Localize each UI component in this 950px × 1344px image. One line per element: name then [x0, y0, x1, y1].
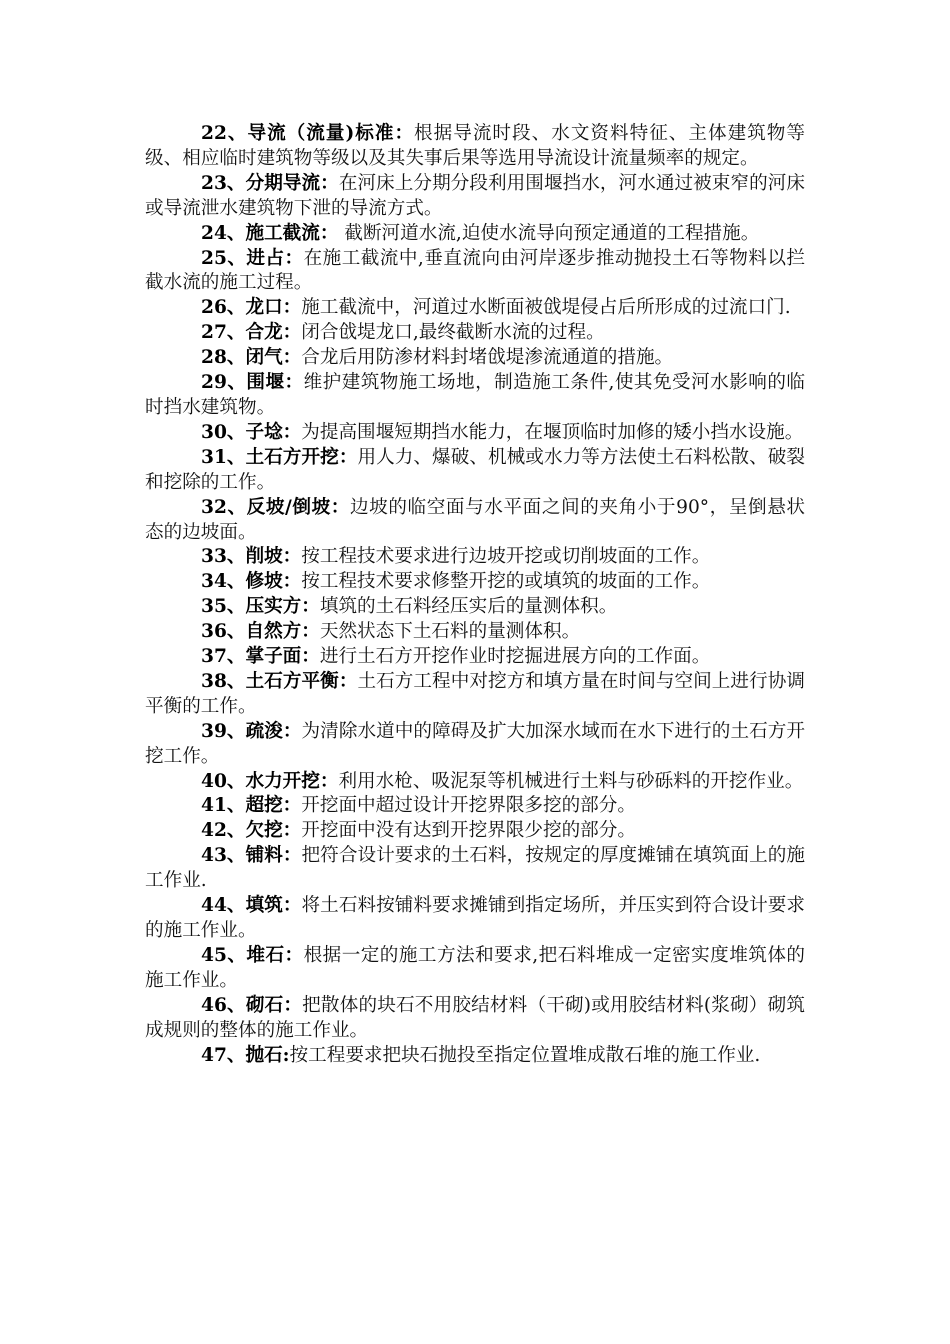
entry-definition: 用人力、爆破、机械或水力等方法使土石料松散、破裂和挖除的工作。	[145, 446, 805, 493]
entry-definition: 进行土石方开挖作业时挖掘进展方向的工作面。	[319, 646, 711, 668]
glossary-entry	[145, 894, 805, 944]
entry-term: 23、分期导流：	[201, 172, 339, 194]
glossary-entry	[145, 496, 805, 546]
entry-definition: 按工程技术要求进行边坡开挖或切削坡面的工作。	[301, 546, 711, 568]
entry-definition: 把符合设计要求的土石料，按规定的厚度摊铺在填筑面上的施工作业.	[145, 845, 805, 892]
glossary-entry	[145, 819, 805, 844]
glossary-entry	[145, 122, 805, 172]
entry-term: 34、修坡：	[201, 571, 302, 593]
glossary-entry	[145, 944, 805, 994]
entry-term: 30、子埝：	[201, 421, 302, 443]
entry-term: 33、削坡：	[201, 546, 302, 568]
glossary-entry	[145, 321, 805, 346]
glossary-body	[145, 122, 805, 1068]
glossary-entry	[145, 371, 805, 421]
entry-definition: 把散体的块石不用胶结材料（干砌)或用胶结材料(浆砌）砌筑成规则的整体的施工作业。	[145, 994, 805, 1041]
glossary-entry	[145, 570, 805, 595]
entry-definition: 将土石料按铺料要求摊铺到指定场所，并压实到符合设计要求的施工作业。	[145, 895, 805, 941]
glossary-entry	[145, 296, 805, 321]
entry-term: 37、掌子面：	[201, 646, 320, 668]
entry-definition: 根据导流时段、水文资料特征、主体建筑物等级、相应临时建筑物等级以及其失事后果等选用导流设计流量频率的规定。	[145, 123, 805, 169]
entry-term: 41、超挖：	[201, 795, 302, 817]
entry-definition: 根据一定的施工方法和要求,把石料堆成一定密实度堆筑体的施工作业。	[145, 944, 805, 991]
entry-definition: 天然状态下土石料的量测体积。	[319, 621, 581, 643]
entry-definition: 施工截流中，河道过水断面被戗堤侵占后所形成的过流口门.	[301, 297, 791, 319]
entry-definition: 土石方工程中对挖方和填方量在时间与空间上进行协调平衡的工作。	[145, 670, 805, 717]
entry-definition: 为提高围堰短期挡水能力，在堰顶临时加修的矮小挡水设施。	[301, 421, 804, 443]
entry-definition: 按工程要求把块石抛投至指定位置堆成散石堆的施工作业.	[289, 1044, 761, 1066]
glossary-entry	[145, 545, 805, 570]
glossary-entry	[145, 670, 805, 720]
entry-definition: 在河床上分期分段利用围堰挡水，河水通过被束窄的河床或导流泄水建筑物下泄的导流方式。	[145, 172, 805, 219]
entry-term: 27、合龙：	[201, 322, 302, 344]
glossary-entry	[145, 247, 805, 297]
entry-term: 45、堆石：	[201, 944, 304, 966]
entry-definition: 开挖面中没有达到开挖界限少挖的部分。	[301, 820, 636, 842]
entry-term: 29、围堰：	[201, 372, 304, 394]
glossary-entry	[145, 595, 805, 620]
glossary-entry	[145, 172, 805, 222]
glossary-entry	[145, 421, 805, 446]
entry-definition: 在施工截流中,垂直流向由河岸逐步推动抛投土石等物料以拦截水流的施工过程。	[145, 247, 805, 294]
entry-term: 22、导流（流量)标准：	[201, 123, 415, 144]
entry-term: 46、砌石：	[201, 994, 303, 1016]
glossary-entry	[145, 346, 805, 371]
entry-definition: 按工程技术要求修整开挖的或填筑的坡面的工作。	[301, 571, 711, 593]
glossary-entry	[145, 645, 805, 670]
entry-definition: 填筑的土石料经压实后的量测体积。	[319, 596, 618, 618]
glossary-entry	[145, 620, 805, 645]
glossary-entry	[145, 222, 805, 247]
entry-definition: 为清除水道中的障碍及扩大加深水域而在水下进行的土石方开挖工作。	[145, 720, 805, 767]
entry-term: 42、欠挖：	[201, 820, 302, 842]
glossary-entry	[145, 794, 805, 819]
entry-term: 40、水力开挖：	[201, 770, 339, 792]
entry-term: 36、自然方：	[201, 621, 320, 643]
entry-term: 39、疏浚：	[201, 720, 302, 742]
entry-term: 35、压实方：	[201, 596, 320, 618]
entry-definition: 合龙后用防渗材料封堵戗堤渗流通道的措施。	[301, 347, 674, 369]
entry-term: 25、进占：	[201, 247, 304, 269]
entry-definition: 闭合戗堤龙口,最终截断水流的过程。	[301, 322, 605, 344]
glossary-entry	[145, 770, 805, 795]
entry-term: 38、土石方平衡：	[201, 670, 358, 692]
glossary-entry	[145, 720, 805, 770]
entry-definition: 边坡的临空面与水平面之间的夹角小于90°，呈倒悬状态的边坡面。	[145, 496, 805, 543]
glossary-entry	[145, 446, 805, 496]
entry-term: 26、龙口：	[201, 297, 302, 319]
entry-term: 44、填筑：	[201, 895, 302, 917]
entry-definition: 截断河道水流,迫使水流导向预定通道的工程措施。	[338, 222, 760, 244]
entry-term: 32、反坡/倒坡：	[201, 496, 350, 518]
glossary-entry	[145, 1044, 805, 1069]
entry-term: 28、闭气：	[201, 347, 302, 369]
entry-term: 31、土石方开挖：	[201, 446, 358, 468]
glossary-entry	[145, 994, 805, 1044]
entry-definition: 利用水枪、吸泥泵等机械进行土料与砂砾料的开挖作业。	[338, 770, 804, 792]
entry-definition: 开挖面中超过设计开挖界限多挖的部分。	[301, 795, 636, 817]
glossary-entry	[145, 844, 805, 894]
entry-term: 47、抛石:	[201, 1044, 290, 1066]
entry-term: 43、铺料：	[201, 845, 302, 867]
entry-term: 24、施工截流：	[201, 222, 339, 244]
entry-definition: 维护建筑物施工场地，制造施工条件,使其免受河水影响的临时挡水建筑物。	[145, 372, 805, 418]
